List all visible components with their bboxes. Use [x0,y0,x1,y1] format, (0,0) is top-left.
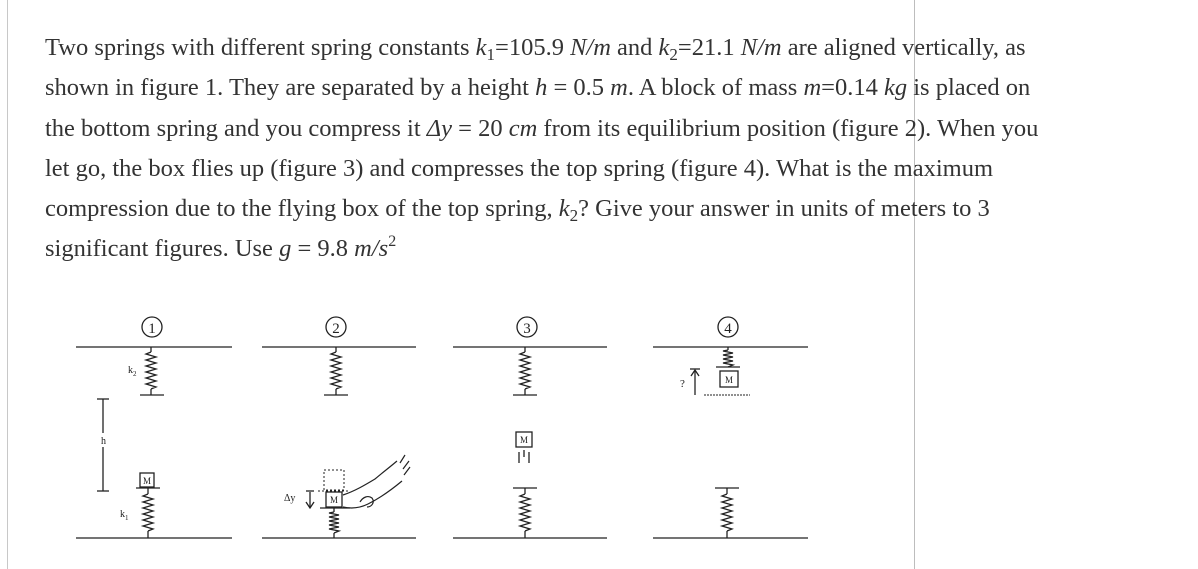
k1-value: =105.9 [495,34,571,61]
m-unit: kg [883,74,908,102]
k2-value: =21.1 [677,34,741,61]
panel-1 [76,317,232,538]
k2-unit: N/m [740,34,782,61]
text-segment: is placed on [907,74,1031,102]
text-segment: are aligned vertically, as [781,34,1026,61]
compressed-spring [329,512,339,533]
panel-4 [653,317,808,538]
compressed-top-spring [723,350,733,367]
text-segment: Two springs with different spring constants [45,34,476,61]
hand-illustration [343,455,410,508]
m-symbol: m [803,74,822,102]
h-unit: m [610,74,628,102]
label-unknown-compression: ? [680,378,685,390]
k2-subscript: 2 [669,45,678,64]
h-symbol: h [535,74,548,102]
text-segment: shown in figure 1. They are separated by a height [45,74,536,102]
text-segment: the bottom spring and you compress it [45,114,427,142]
g-value: = 9.8 [291,235,355,263]
block-label: M [724,375,734,385]
k2-symbol: k [658,34,670,61]
text-segment: compression due to the flying box of the top spring, [45,195,559,223]
problem-line-3 [45,109,1185,149]
k2-symbol: k [558,195,570,223]
panel-number: 3 [523,321,531,337]
block-label: M [519,435,529,445]
text-segment: from its equilibrium position (figure 2). When you [537,114,1039,142]
g-exponent: 2 [388,233,397,251]
problem-statement [45,28,1185,270]
block-label: M [329,495,339,505]
panel-number: 2 [332,321,340,337]
text-segment: and [610,34,659,61]
problem-line-5 [45,189,1185,229]
g-unit: m/s [354,235,389,263]
block-label: M [142,476,152,486]
top-spring [331,352,341,389]
problem-line-1 [45,28,1185,68]
top-spring [520,352,530,389]
problem-line-6 [45,229,1185,269]
m-value: =0.14 [821,74,884,102]
spring-diagram [60,305,820,555]
panel-2 [262,317,416,538]
panel-number: 1 [148,321,156,337]
text-segment: . A block of mass [627,74,804,102]
dy-symbol: Δy [426,114,453,142]
page-left-border [7,0,8,569]
h-value: = 0.5 [547,74,611,102]
bottom-spring [520,494,530,531]
panel-number: 4 [724,321,732,337]
text-segment: let go, the box flies up (figure 3) and compresses the top spring (figure 4). What is the maximum [45,154,994,182]
k1-symbol: k [475,34,487,61]
bottom-spring [722,494,732,531]
label-k1: $k_1$ [120,509,129,522]
k1-unit: N/m [570,34,611,61]
k1-subscript: 1 [486,45,495,64]
label-h: h [101,436,106,447]
problem-line-2 [45,68,1185,108]
bottom-spring-k1 [143,494,153,531]
panel-3 [453,317,607,538]
dy-unit: cm [508,114,538,142]
label-k2: $k_2$ [128,365,137,378]
original-block-position [324,470,344,490]
label-dy: Δy [284,493,296,504]
dy-value: = 20 [452,114,509,142]
k2-subscript: 2 [569,206,579,226]
g-symbol: g [279,235,292,263]
text-segment: significant figures. Use [45,235,280,263]
top-spring-k2 [146,352,156,389]
problem-line-4 [45,149,1185,189]
text-segment: ? Give your answer in units of meters to 3 [578,195,990,223]
